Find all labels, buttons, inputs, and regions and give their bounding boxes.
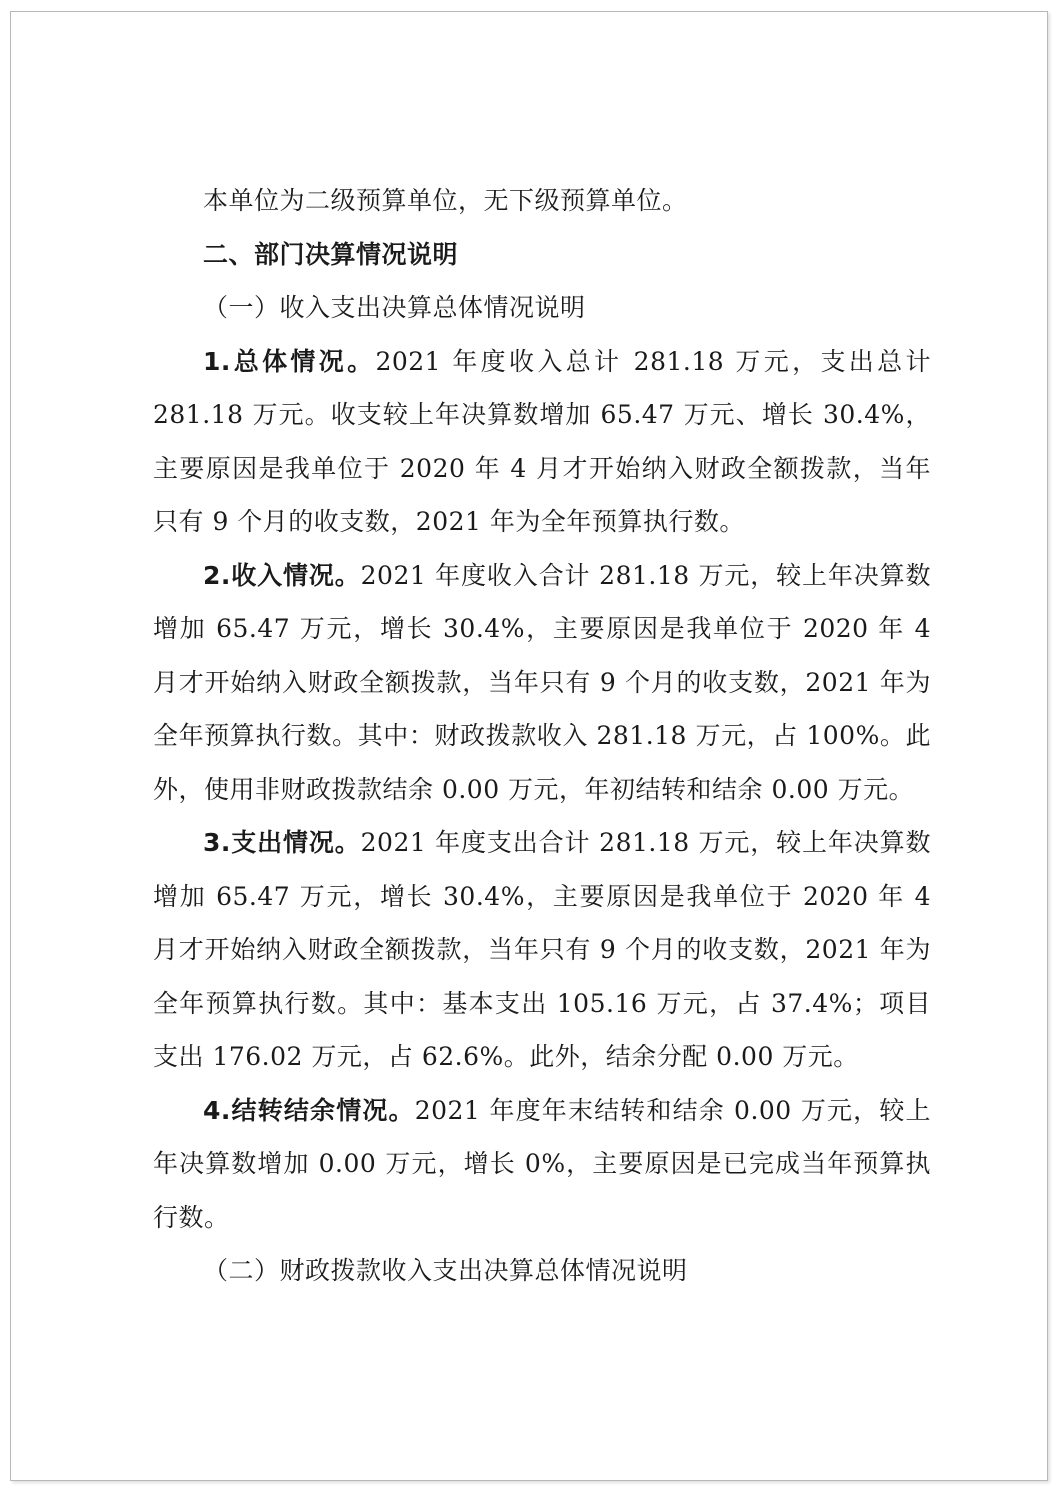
balance-lead: 4.结转结余情况。: [203, 1095, 415, 1125]
expenditure-lead: 3.支出情况。: [203, 828, 361, 857]
expenditure-paragraph: [153, 816, 931, 1084]
document-page: [10, 11, 1048, 1481]
overview-paragraph: [153, 335, 931, 549]
balance-paragraph: [153, 1084, 931, 1245]
section-title: 二、部门决算情况说明: [203, 239, 459, 269]
document-body: [153, 174, 931, 1298]
income-lead: 2.收入情况。: [203, 560, 361, 590]
subsection-title-2: （二）财政拨款收入支出决算总体情况说明: [203, 1256, 688, 1285]
income-paragraph: [153, 549, 931, 817]
expenditure-body: 2021 年度支出合计 281.18 万元，较上年决算数增加 65.47 万元，增长 30.4%，主要原因是我单位于 2020 年 4 月才开始纳入财政全额拨款，当年只有 9 个月的收支数，2021 年为全年预算执行数。其中：基本支出 105.16 万元，占 37.4%；项目支出 176.02 万元，占 62.6%。此外，结余分配 0.00 万元。: [153, 828, 931, 1071]
overview-lead: 1.总体情况。: [203, 346, 376, 376]
balance-body: 2021 年度年末结转和结余 0.00 万元，较上年决算数增加 0.00 万元，增长 0%，主要原因是已完成当年预算执行数。: [153, 1095, 931, 1232]
overview-body: 2021 年度收入总计 281.18 万元，支出总计 281.18 万元。收支较上年决算数增加 65.47 万元、增长 30.4%，主要原因是我单位于 2020 年 4 月才开始纳入财政全额拨款，当年只有 9 个月的收支数，2021 年为全年预算执行数。: [153, 346, 931, 536]
income-body: 2021 年度收入合计 281.18 万元，较上年决算数增加 65.47 万元，增长 30.4%，主要原因是我单位于 2020 年 4 月才开始纳入财政全额拨款，当年只有 9 个月的收支数，2021 年为全年预算执行数。其中：财政拨款收入 281.18 万元，占 100%。此外，使用非财政拨款结余 0.00 万元，年初结转和结余 0.00 万元。: [153, 560, 931, 804]
intro-paragraph: 本单位为二级预算单位，无下级预算单位。: [203, 186, 688, 215]
subsection-title-1: （一）收入支出决算总体情况说明: [203, 293, 586, 322]
